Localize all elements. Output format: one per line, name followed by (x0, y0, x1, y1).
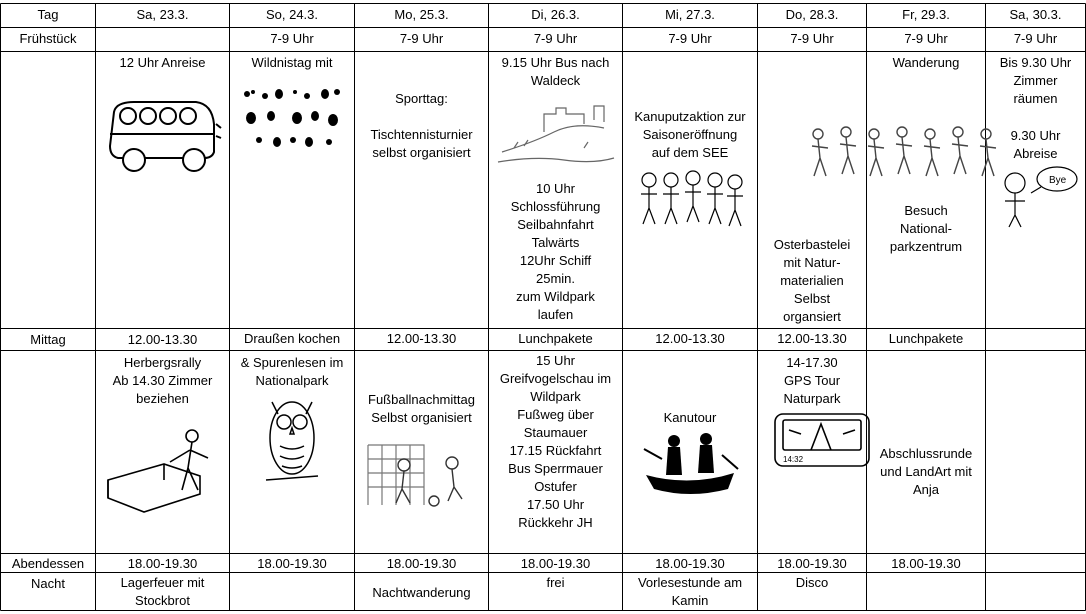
nacht-cell: Disco (795, 575, 829, 590)
activity-cell-di26-morning: 9.15 Uhr Bus nach Waldeck 10 Uhr Schlossführung Seilbahnfahrt Talwärts 12Uhr Schiff 25min. zum Wildpark laufen (489, 52, 622, 328)
group-people-illustration (635, 168, 745, 228)
activity-cell-mo25-morning: Sporttag: Tischtennisturnier selbst organisiert (370, 91, 473, 160)
activity-cell-mi27-afternoon: Kanutour (623, 351, 757, 553)
fruehstueck-cell: 7-9 Uhr (668, 31, 712, 46)
activity-cell-do28-afternoon: 14-17.30 GPS Tour Naturpark (783, 355, 841, 406)
activity-cell-fr29-afternoon: Abschlussrunde und LandArt mit Anja (879, 446, 973, 497)
row-label-abendessen: Abendessen (11, 556, 85, 571)
mittag-cell: Lunchpakete (888, 331, 964, 346)
abendessen-cell: 18.00-19.30 (891, 556, 961, 571)
abendessen-cell: 18.00-19.30 (777, 556, 847, 571)
activity-cell-sa23-afternoon: Herbergsrally Ab 14.30 Zimmer beziehen (96, 351, 229, 553)
activity-cell-di26-afternoon: 15 Uhr Greifvogelschau im Wildpark Fußweg über Staumauer 17.15 Rückfahrt Bus Sperrmauer Ostufer 17.50 Uhr Rückkehr JH (499, 353, 612, 530)
abendessen-cell: 18.00-19.30 (127, 556, 198, 571)
day-header: Mo, 25.3. (394, 7, 449, 22)
day-header: So, 24.3. (265, 7, 319, 22)
day-header: Sa, 30.3. (1009, 7, 1062, 22)
activity-cell-sa30-morning: Bis 9.30 Uhr Zimmer räumen 9.30 Uhr Abreise Bye (986, 52, 1085, 328)
day-header: Do, 28.3. (785, 7, 839, 22)
mittag-cell: Draußen kochen (243, 331, 341, 346)
fruehstueck-cell: 7-9 Uhr (1013, 31, 1058, 46)
svg-text:14:32: 14:32 (783, 455, 804, 464)
mittag-cell: 12.00-13.30 (386, 331, 457, 346)
day-header: Fr, 29.3. (902, 7, 950, 22)
fruehstueck-cell: 7-9 Uhr (790, 31, 834, 46)
nacht-cell: frei (546, 575, 565, 590)
mittag-cell: 12.00-13.30 (777, 331, 847, 346)
soccer-illustration (364, 435, 480, 515)
row-label-fruehstueck: Frühstück (19, 31, 77, 46)
activity-cell-so24-afternoon: & Spurenlesen im Nationalpark (230, 351, 354, 553)
day-header: Mi, 27.3. (665, 7, 715, 22)
mittag-cell: Lunchpakete (518, 331, 593, 346)
nacht-cell: Nachtwanderung (372, 584, 471, 600)
nacht-cell: Lagerfeuer mit Stockbrot (120, 575, 205, 608)
castle-sketch-illustration (494, 92, 618, 172)
fruehstueck-cell: 7-9 Uhr (904, 31, 948, 46)
hikers-illustration (806, 124, 1002, 180)
day-header: Di, 26.3. (531, 7, 580, 22)
abendessen-cell: 18.00-19.30 (655, 556, 725, 571)
day-header: Sa, 23.3. (136, 7, 189, 22)
activity-cell-sa23-morning: 12 Uhr Anreise (96, 52, 229, 328)
activity-cell-mo25-afternoon: Fußballnachmittag Selbst organisiert (355, 351, 488, 553)
row-label-tag: Tag (37, 7, 59, 22)
activity-cell-so24-morning: Wildnistag mit (230, 52, 354, 328)
animal-tracks-illustration (237, 82, 347, 152)
nacht-cell: Vorlesestunde am Kamin (637, 575, 743, 608)
activity-cell-mi27-morning: Kanuputzaktion zur Saisoneröffnung auf dem SEE (623, 52, 757, 328)
abendessen-cell: 18.00-19.30 (386, 556, 457, 571)
abendessen-cell: 18.00-19.30 (520, 556, 591, 571)
canoe-illustration (640, 429, 740, 499)
mittag-cell: 12.00-13.30 (655, 331, 725, 346)
bed-making-illustration (104, 428, 222, 514)
activity-cell-do28-morning: Osterbastelei mit Natur- materialien Selbst organsiert (773, 237, 851, 324)
fruehstueck-cell: 7-9 Uhr (533, 31, 578, 46)
svg-text:Bye: Bye (1048, 175, 1066, 186)
row-label-nacht: Nacht (31, 576, 65, 591)
fruehstueck-cell: 7-9 Uhr (270, 31, 314, 46)
owl-illustration (260, 396, 324, 490)
bye-figure-illustration (991, 165, 1081, 229)
activity-cell-fr29-morning: Wanderung Besuch National- parkzentrum (889, 55, 963, 254)
mittag-cell: 12.00-13.30 (127, 332, 198, 347)
gps-device-illustration (771, 410, 873, 470)
row-label-mittag: Mittag (30, 332, 66, 347)
fruehstueck-cell: 7-9 Uhr (399, 31, 444, 46)
abendessen-cell: 18.00-19.30 (257, 556, 327, 571)
bus-illustration (104, 94, 222, 179)
